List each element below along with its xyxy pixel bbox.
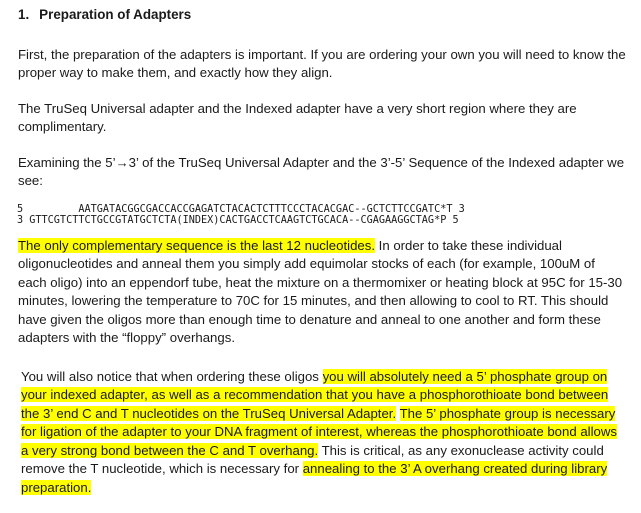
indexed-adapter-sequence: 3 GTTCGTCTTCTGCCGTATGCTCTA(INDEX)CACTGACCTCAAGTCTGCACA--CGAGAAGGCTAG*P 5 (17, 215, 459, 226)
section-title: Preparation of Adapters (39, 7, 192, 22)
phosphate-paragraph (18, 368, 626, 498)
phosphate-highlight-1: you will absolutely need a 5’ phosphate group on your indexed adapter, as well as a recommendation that you have a phosphorothioate bond between the 3’ end C and T nucleotides on the TruSeq Universal Adapter. (21, 368, 609, 421)
section-number: 1. (18, 7, 30, 22)
document-page (18, 6, 626, 497)
universal-adapter-sequence: 5 AATGATACGGCGACCACCGAGATCTACACTCTTTCCCTACACGAC--GCTCTTCCGATC*T 3 (17, 203, 465, 215)
phosphate-text-3: This is critical, as any exonuclease activity could remove the T nucleotide, which is necessary for (21, 442, 604, 476)
intro-paragraph: First, the preparation of the adapters is important. If you are ordering your own you will need to know the proper way to make them, and exactly how they align. (18, 46, 626, 80)
complementary-paragraph (18, 237, 626, 348)
phosphate-highlight-2: The 5’ phosphate group is necessary for ligation of the adapter to your DNA fragment of interest, whereas the phosphorothioate bond allows a very strong bond between the C and T overhang. (21, 405, 617, 458)
complementary-highlight: The only complementary sequence is the last 12 nucleotides. (18, 237, 375, 253)
section-heading (18, 6, 626, 25)
complementary-text: In order to take these individual oligonucleotides and anneal them you simply add equimolar stocks of each (for example, 100uM of each oligo) into an eppendorf tube, heat the mixture on a thermomixer or heating block at 95C for 15-30 minutes, lowering the temperature to 70C for 15 minutes, and then allowing to cool to RT. This should have given the oligos more than enough time to denature and anneal to one another and form these adapters with the “floppy” overhangs. (18, 237, 623, 345)
region-paragraph: The TruSeq Universal adapter and the Indexed adapter have a very short region where they are complimentary. (18, 100, 577, 134)
phosphate-text-1: You will also notice that when ordering these oligos (21, 368, 323, 384)
phosphate-highlight-3: annealing to the 3’ A overhang created during library preparation. (21, 461, 608, 495)
examining-paragraph: Examining the 5’→3’ of the TruSeq Universal Adapter and the 3’-5’ Sequence of the Indexed adapter we see: (18, 154, 625, 188)
sequence-alignment (17, 204, 626, 227)
